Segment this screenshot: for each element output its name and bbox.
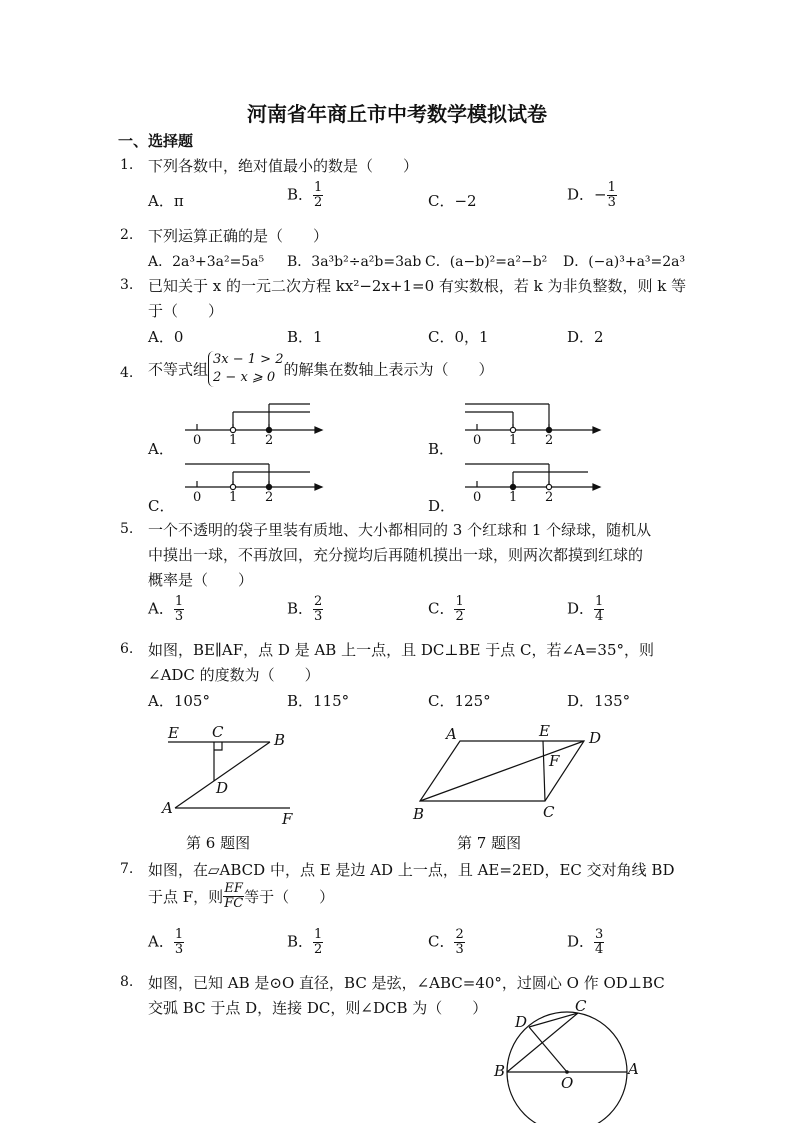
option-c: C．(a−b)²=a²−b²: [425, 254, 548, 270]
option-d: D．− $\frac{1}{3}$: [567, 180, 616, 210]
question-text: 如图，已知 AB 是⊙O 直径，BC 是弦，∠ABC=40°，过圆心 O 作 OD⊥BC: [148, 974, 665, 992]
label-F: F: [282, 810, 293, 828]
label-A: A: [628, 1060, 639, 1078]
question-text: 如图，在▱ABCD 中，点 E 是边 AD 上一点，且 AE=2ED，EC 交对角线 BD: [148, 861, 675, 879]
option-a: A．π: [148, 192, 184, 210]
tick-label: 1: [229, 433, 238, 448]
question-number: 2.: [120, 227, 134, 243]
label-C: C: [212, 723, 224, 741]
question-number: 1.: [120, 157, 134, 173]
figure-6: [168, 742, 290, 808]
question-text-cont: 交弧 BC 于点 D，连接 DC，则∠DCB 为（ ）: [148, 999, 488, 1017]
label-B: B: [413, 805, 425, 823]
label-E: E: [539, 722, 550, 740]
tick-label: 0: [473, 490, 482, 505]
option-a: A．2a³+3a²=5a⁵: [148, 254, 265, 270]
question-number: 4.: [120, 365, 134, 381]
question-text: 已知关于 x 的一元二次方程 kx²−2x+1=0 有实数根，若 k 为非负整数，则 k 等: [148, 277, 687, 295]
label-C: C: [575, 997, 587, 1015]
option-c: C．0，1: [428, 328, 489, 346]
label-E: E: [168, 724, 179, 742]
option-b: B．1: [287, 328, 323, 346]
option-c: C． $\frac{1}{2}$: [428, 594, 464, 624]
option-b: B． $\frac{1}{2}$: [287, 927, 323, 957]
question-text: 如图，BE∥AF，点 D 是 AB 上一点，且 DC⊥BE 于点 C，若∠A=35°，则: [148, 641, 655, 659]
tick-label: 1: [509, 433, 518, 448]
question-number: 8.: [120, 974, 134, 990]
option-d: D． $\frac{3}{4}$: [567, 927, 604, 957]
figure-caption: 第 7 题图: [457, 834, 522, 852]
option-a: A． $\frac{1}{3}$: [148, 594, 184, 624]
label-C: C: [543, 803, 555, 821]
option-b: B．3a³b²÷a²b=3ab: [287, 254, 422, 270]
question-number: 7.: [120, 861, 134, 877]
question-text: 不等式组 3x − 1 > 2 2 − x ⩾ 0 的解集在数轴上表示为（ ）: [148, 352, 494, 385]
question-text-cont: 于（ ）: [148, 302, 224, 320]
tick-label: 1: [229, 490, 238, 505]
option-a: A．0: [148, 328, 184, 346]
question-number: 5.: [120, 521, 134, 537]
question-text-cont: 概率是（ ）: [148, 571, 254, 589]
label-B: B: [274, 731, 286, 749]
inequality-system: 3x − 1 > 2 2 − x ⩾ 0: [208, 351, 283, 387]
section-heading: 一、选择题: [118, 132, 194, 150]
option-d: D．: [428, 497, 456, 515]
label-D: D: [216, 779, 229, 797]
figure-caption: 第 6 题图: [186, 834, 251, 852]
option-b: B． $\frac{2}{3}$: [287, 594, 323, 624]
tick-label: 0: [193, 433, 202, 448]
question-text: 下列运算正确的是（ ）: [148, 227, 329, 245]
option-d: D． $\frac{1}{4}$: [567, 594, 604, 624]
option-a: A．105°: [148, 692, 210, 710]
tick-label: 2: [265, 433, 274, 448]
question-text-cont: ∠ADC 的度数为（ ）: [148, 666, 320, 684]
option-b: B．: [428, 440, 455, 458]
tick-label: 2: [545, 433, 554, 448]
tick-label: 1: [509, 490, 518, 505]
option-c: C．125°: [428, 692, 491, 710]
question-text-cont: 中摸出一球，不再放回，充分搅均后再随机摸出一球，则两次都摸到红球的: [148, 546, 644, 564]
question-number: 3.: [120, 277, 134, 293]
page-title: 河南省年商丘市中考数学模拟试卷: [247, 102, 547, 126]
option-d: D．135°: [567, 692, 631, 710]
label-A: A: [446, 725, 457, 743]
label-O: O: [561, 1074, 574, 1092]
option-a: A．: [148, 440, 174, 458]
question-number: 6.: [120, 641, 134, 657]
tick-label: 0: [193, 490, 202, 505]
option-c: C．−2: [428, 192, 477, 210]
label-F: F: [549, 752, 560, 770]
figure-7: [420, 741, 584, 801]
option-d: D．2: [567, 328, 604, 346]
question-text-cont: 于点 F，则 $\frac{EF}{FC}$ 等于（ ）: [148, 881, 335, 911]
option-a: A． $\frac{1}{3}$: [148, 927, 184, 957]
label-A: A: [162, 799, 173, 817]
option-b: B．115°: [287, 692, 350, 710]
question-text: 一个不透明的袋子里装有质地、大小都相同的 3 个红球和 1 个绿球，随机从: [148, 521, 652, 539]
tick-label: 0: [473, 433, 482, 448]
label-D: D: [589, 729, 602, 747]
option-c: C． $\frac{2}{3}$: [428, 927, 464, 957]
label-D: D: [515, 1013, 528, 1031]
option-d: D．(−a)³+a³=2a³: [563, 254, 686, 270]
option-c: C．: [148, 497, 175, 515]
tick-label: 2: [545, 490, 554, 505]
label-B: B: [494, 1062, 506, 1080]
option-b: B． $\frac{1}{2}$: [287, 180, 323, 210]
question-text: 下列各数中，绝对值最小的数是（ ）: [148, 157, 419, 175]
tick-label: 2: [265, 490, 274, 505]
